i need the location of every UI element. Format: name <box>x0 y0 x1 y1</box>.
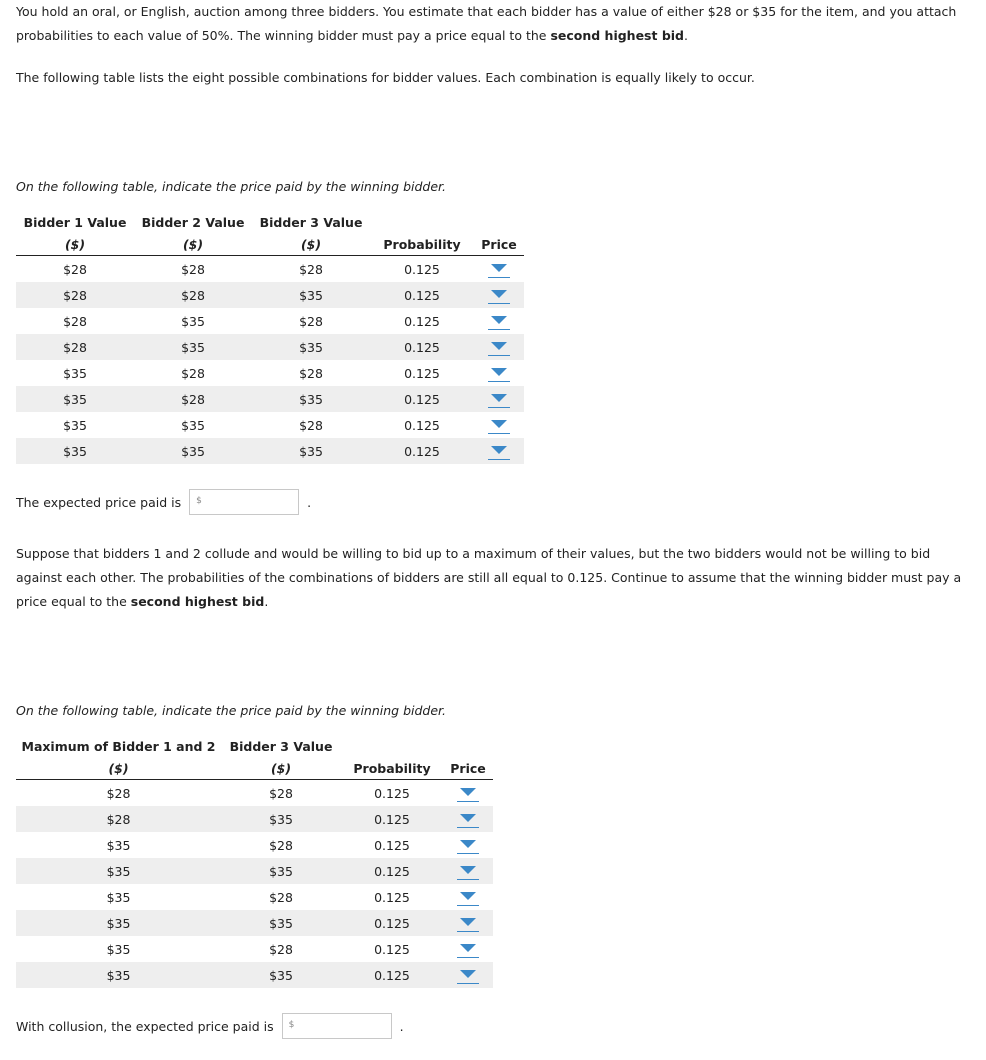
collusion-paragraph: Suppose that bidders 1 and 2 collude and would be willing to bid up to a maximum of their values, but the two bidders would not be willing to bid against each other. The probabilities of the combinations of bidders are still all equal to 0.125. Continue to assume that the winning bidder must pay a price equal to the second highest bid. <box>16 546 962 609</box>
chevron-down-icon <box>491 290 507 298</box>
intro-paragraph: You hold an oral, or English, auction among three bidders. You estimate that each bidder has a value of either $28 or $35 for the item, and you attach probabilities to each value of 50%. The winning bidder must pay a price equal to the second highest bid. <box>16 4 957 43</box>
table-row: $28 $35 0.125 <box>16 806 493 832</box>
table1-instruction: On the following table, indicate the price paid by the winning bidder. <box>16 179 447 194</box>
chevron-down-icon <box>491 316 507 324</box>
header-probability: Probability <box>370 233 474 256</box>
intro-line2: The following table lists the eight possible combinations for bidder values. Each combination is equally likely to occur. <box>16 70 755 85</box>
price-dropdown[interactable] <box>484 286 514 304</box>
price-dropdown[interactable] <box>484 416 514 434</box>
price-dropdown[interactable] <box>484 364 514 382</box>
header-max-bidder12: Maximum of Bidder 1 and 2 <box>21 738 216 754</box>
chevron-down-icon <box>491 420 507 428</box>
price-dropdown[interactable] <box>453 836 483 854</box>
table-row: $35 $35 0.125 <box>16 962 493 988</box>
header-probability: Probability <box>341 757 443 780</box>
header-bidder1: Bidder 1 Value <box>23 214 127 230</box>
price-dropdown[interactable] <box>453 784 483 802</box>
table-row: $28 $28 $35 0.125 <box>16 282 524 308</box>
chevron-down-icon <box>460 814 476 822</box>
price-dropdown[interactable] <box>453 966 483 984</box>
table-row: $35 $28 0.125 <box>16 936 493 962</box>
expected-price-row: The expected price paid is $ . <box>16 489 311 515</box>
header-price: Price <box>474 233 524 256</box>
price-dropdown[interactable] <box>484 390 514 408</box>
header-bidder2: Bidder 2 Value <box>141 214 245 230</box>
collusion-expected-price-input[interactable]: $ <box>282 1013 392 1039</box>
table-row: $35 $28 0.125 <box>16 884 493 910</box>
chevron-down-icon <box>460 788 476 796</box>
collusion-expected-price-row: With collusion, the expected price paid is $ . <box>16 1013 404 1039</box>
table-row: $35 $35 $35 0.125 <box>16 438 524 464</box>
table-row: $28 $28 $28 0.125 <box>16 256 524 283</box>
table-row: $35 $35 0.125 <box>16 910 493 936</box>
chevron-down-icon <box>460 892 476 900</box>
chevron-down-icon <box>491 446 507 454</box>
chevron-down-icon <box>460 840 476 848</box>
price-dropdown[interactable] <box>453 940 483 958</box>
price-table-1: Bidder 1 Value Bidder 2 Value Bidder 3 Value ($) ($) ($) Probability Price $28 $28 $28 0.125 $28 $28 $35 0.125 $28 $35 $28 0.125 $28 $35 $35 0.125 $35 $28 $28 0.125 $35 $28 $35 0.125 $35 $35 $28 0.125 $35 $35 $35 0.125 <box>16 211 524 464</box>
price-dropdown[interactable] <box>453 914 483 932</box>
header-bidder3: Bidder 3 Value <box>229 738 333 754</box>
price-table-2: Maximum of Bidder 1 and 2 Bidder 3 Value ($) ($) Probability Price $28 $28 0.125 $28 $35 0.125 $35 $28 0.125 $35 $35 0.125 $35 $28 0.125 $35 $35 0.125 $35 $28 0.125 $35 $35 0.125 <box>16 735 493 988</box>
table-row: $35 $28 $28 0.125 <box>16 360 524 386</box>
table-row: $28 $28 0.125 <box>16 780 493 807</box>
table-row: $35 $28 0.125 <box>16 832 493 858</box>
chevron-down-icon <box>491 368 507 376</box>
chevron-down-icon <box>460 944 476 952</box>
price-dropdown[interactable] <box>484 260 514 278</box>
chevron-down-icon <box>491 394 507 402</box>
price-dropdown[interactable] <box>484 312 514 330</box>
price-dropdown[interactable] <box>453 888 483 906</box>
header-price: Price <box>443 757 493 780</box>
table-row: $28 $35 $35 0.125 <box>16 334 524 360</box>
chevron-down-icon <box>491 342 507 350</box>
price-dropdown[interactable] <box>484 442 514 460</box>
chevron-down-icon <box>460 970 476 978</box>
price-dropdown[interactable] <box>453 810 483 828</box>
chevron-down-icon <box>460 866 476 874</box>
table-row: $28 $35 $28 0.125 <box>16 308 524 334</box>
table-row: $35 $28 $35 0.125 <box>16 386 524 412</box>
expected-price-label: The expected price paid is <box>16 494 182 510</box>
chevron-down-icon <box>460 918 476 926</box>
table2-instruction: On the following table, indicate the price paid by the winning bidder. <box>16 703 447 718</box>
table-row: $35 $35 $28 0.125 <box>16 412 524 438</box>
collusion-expected-price-label: With collusion, the expected price paid is <box>16 1018 274 1034</box>
price-dropdown[interactable] <box>453 862 483 880</box>
chevron-down-icon <box>491 264 507 272</box>
header-bidder3: Bidder 3 Value <box>259 214 363 230</box>
table-row: $35 $35 0.125 <box>16 858 493 884</box>
price-dropdown[interactable] <box>484 338 514 356</box>
expected-price-input[interactable]: $ <box>189 489 299 515</box>
